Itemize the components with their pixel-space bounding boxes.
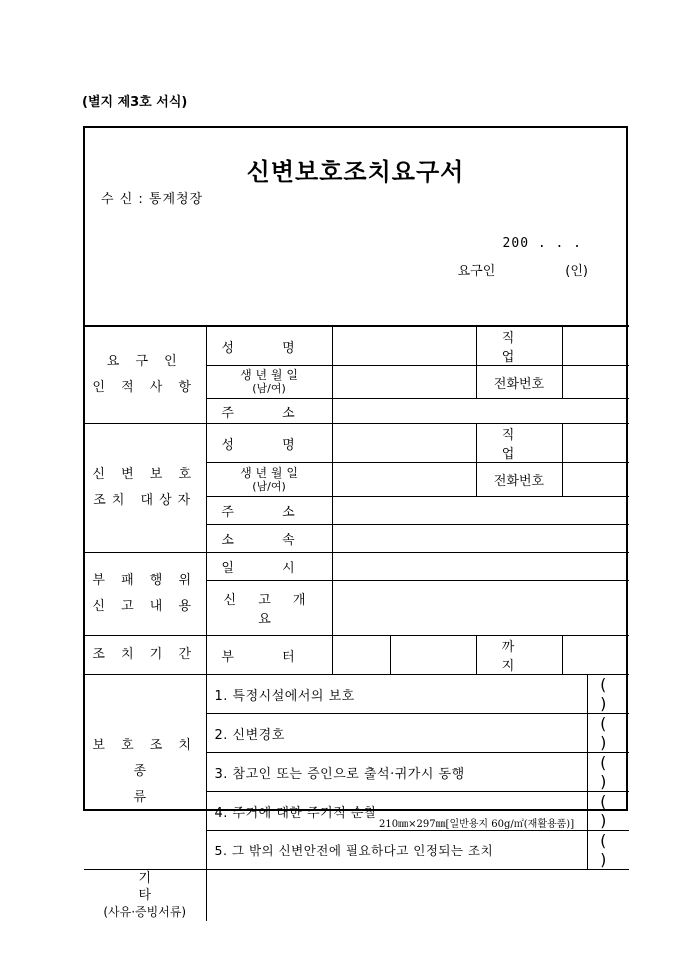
- requester-birth-field[interactable]: [332, 366, 476, 399]
- requester-phone-label: 전화번호: [476, 366, 562, 399]
- target-phone-field[interactable]: [562, 463, 629, 497]
- period-to-field[interactable]: [562, 636, 629, 675]
- form-number: (별지 제3호 서식): [82, 95, 188, 110]
- period-to-label: 까 지: [476, 636, 562, 675]
- target-birth-label: 생 년 월 일 (남/여): [206, 463, 332, 497]
- period-from-label: 부 터: [206, 636, 332, 675]
- target-job-label: 직 업: [476, 424, 562, 463]
- measure-checkbox-2[interactable]: ( ): [587, 714, 629, 753]
- report-summary-field[interactable]: [332, 581, 629, 636]
- target-address-label: 주 소: [206, 497, 332, 525]
- measure-checkbox-5[interactable]: ( ): [587, 831, 629, 870]
- measure-checkbox-3[interactable]: ( ): [587, 753, 629, 792]
- target-section-label: 신 변 보 호 조치 대상자: [84, 424, 206, 553]
- period-label: 조 치 기 간: [84, 636, 206, 675]
- target-job-field[interactable]: [562, 424, 629, 463]
- measure-item-1: 1. 특정시설에서의 보호: [206, 675, 587, 714]
- requester-birth-label: 생 년 월 일 (남/여): [206, 366, 332, 399]
- target-affiliation-label: 소 속: [206, 525, 332, 553]
- requester-name-label: 성 명: [206, 326, 332, 366]
- paper-spec-footer: 210㎜×297㎜[일반용지 60g/㎡(재활용품)]: [379, 819, 575, 830]
- report-section-label: 부 패 행 위 신 고 내 용: [84, 553, 206, 636]
- measure-checkbox-1[interactable]: ( ): [587, 675, 629, 714]
- form-title: 신변보호조치요구서: [246, 158, 465, 186]
- measure-item-5: 5. 그 밖의 신변안전에 필요하다고 인정되는 조치: [206, 831, 587, 870]
- requester-job-label: 직 업: [476, 326, 562, 366]
- requester-signature-line: [458, 260, 588, 279]
- target-name-field[interactable]: [332, 424, 476, 463]
- requester-section-label: 요 구 인 인 적 사 항: [84, 326, 206, 424]
- report-datetime-field[interactable]: [332, 553, 629, 581]
- request-form-table: [84, 325, 629, 921]
- measure-checkbox-4[interactable]: ( ): [587, 792, 629, 831]
- target-phone-label: 전화번호: [476, 463, 562, 497]
- measure-item-3: 3. 참고인 또는 증인으로 출석·귀가시 동행: [206, 753, 587, 792]
- requester-job-field[interactable]: [562, 326, 629, 366]
- report-datetime-label: 일 시: [206, 553, 332, 581]
- requester-phone-field[interactable]: [562, 366, 629, 399]
- target-address-field[interactable]: [332, 497, 629, 525]
- recipient-line: 수 신 : 통계청장: [101, 192, 204, 207]
- requester-address-field[interactable]: [332, 399, 629, 424]
- measure-item-4: 4. 주거에 대한 주기적 순찰: [206, 792, 587, 831]
- date-line: 200 . . .: [502, 236, 582, 251]
- seal-label: (인): [565, 264, 588, 279]
- other-section-label: 기 타 (사유·증빙서류): [84, 870, 206, 922]
- period-middle-field[interactable]: [390, 636, 476, 675]
- requester-address-label: 주 소: [206, 399, 332, 424]
- target-birth-field[interactable]: [332, 463, 476, 497]
- requester-name-field[interactable]: [332, 326, 476, 366]
- other-field[interactable]: [206, 870, 629, 922]
- measure-item-2: 2. 신변경호: [206, 714, 587, 753]
- requester-label: 요구인: [457, 264, 496, 279]
- target-name-label: 성 명: [206, 424, 332, 463]
- measures-section-label: 보 호 조 치 종 류: [84, 675, 206, 870]
- report-summary-label: 신 고 개 요: [206, 581, 332, 636]
- target-affiliation-field[interactable]: [332, 525, 629, 553]
- period-from-field[interactable]: [332, 636, 390, 675]
